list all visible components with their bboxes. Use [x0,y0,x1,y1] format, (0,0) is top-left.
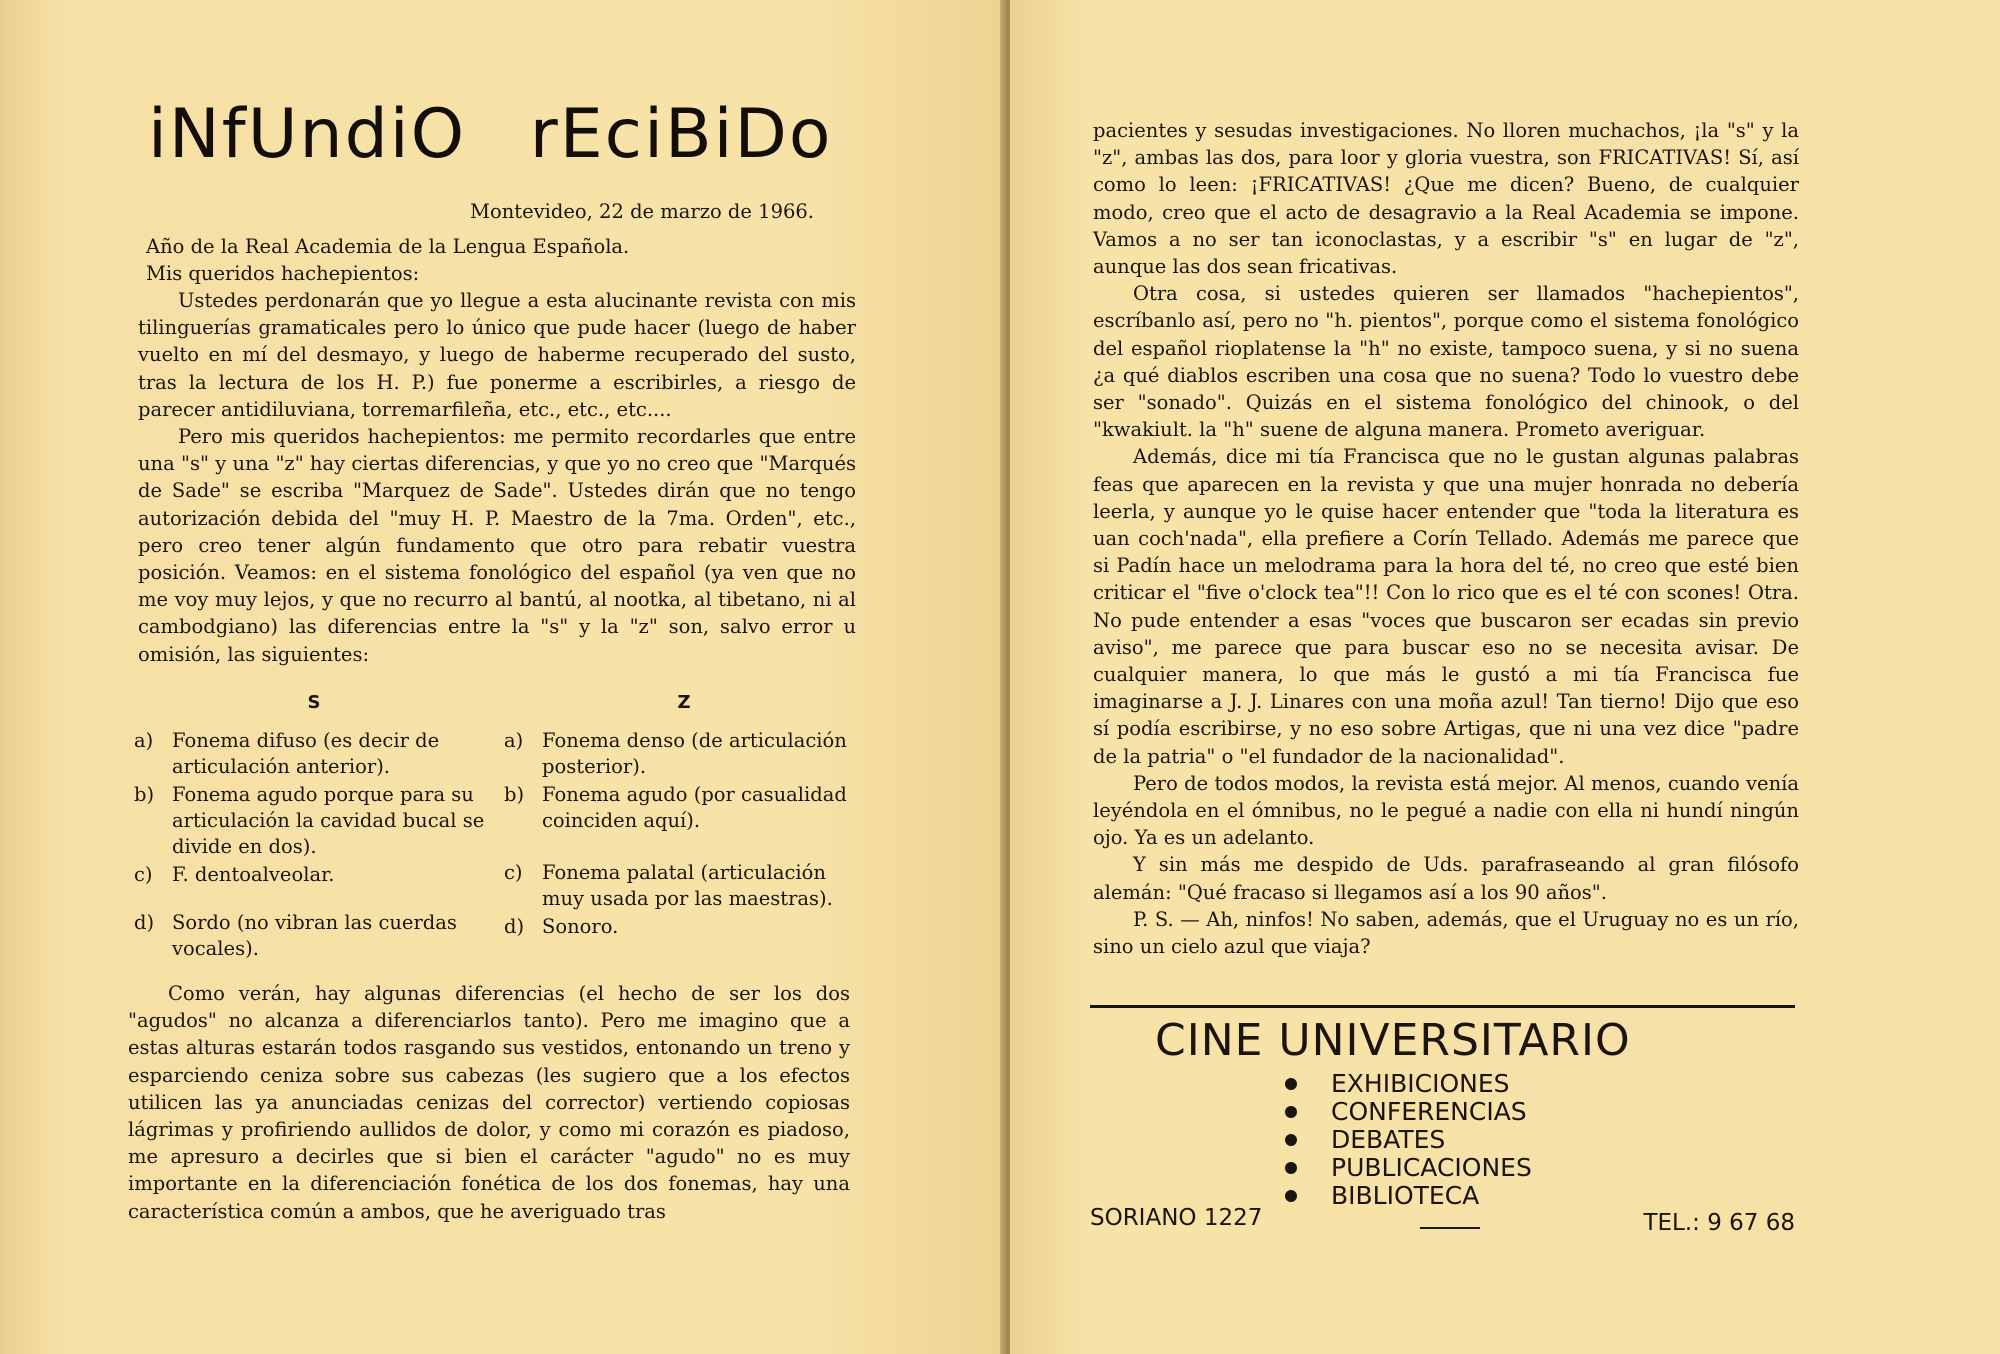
list-item [504,782,864,834]
intro-line: Año de la Real Academia de la Lengua Española. [146,235,630,258]
column-heading: S [307,692,321,713]
item-label: a) [504,729,524,752]
list-item [134,862,494,888]
ad-divider [1420,1227,1480,1229]
item-label: b) [134,783,155,806]
column-heading: Z [677,692,691,713]
article-title: iNfUndiO rEciBiDo [148,95,833,174]
list-item [1285,1126,1532,1154]
ad-phone: TEL.: 9 67 68 [1643,1210,1795,1236]
column-s [134,690,494,964]
list-item [1285,1154,1532,1182]
bullet-icon [1285,1190,1297,1202]
item-text: F. dentoalveolar. [172,863,335,886]
service-label: BIBLIOTECA [1331,1181,1480,1210]
column-z [504,690,864,942]
ad-title: CINE UNIVERSITARIO [1155,1015,1631,1066]
item-label: c) [134,863,153,886]
paragraph: Pero de todos modos, la revista está mejor. Al menos, cuando venía leyéndola en el ómnibus, no le pegué a nadie con ella ni hundí ningún ojo. Ya es un adelanto. [1093,771,1799,850]
postscript: P. S. — Ah, ninfos! No saben, además, que el Uruguay no es un río, sino un cielo azul que viaja? [1093,907,1799,959]
item-text: Sordo (no vibran las cuerdas vocales). [172,911,457,960]
bullet-icon [1285,1078,1297,1090]
list-item [1285,1098,1532,1126]
cine-universitario-ad [1090,1005,1795,1255]
item-text: Fonema difuso (es decir de articulación anterior). [172,729,440,778]
bullet-icon [1285,1134,1297,1146]
paragraph: Además, dice mi tía Francisca que no le gustan algunas palabras feas que aparecen en la revista y que una mujer honrada no debería leerla, y aunque yo le quise hacer entender que "toda la literatura es uan coch'nada", ella prefiere a Corín Tellado. Además me parece que si Padín hace un melodrama para la hora del té, no creo que esté bien criticar el "five o'clock tea"!! Con lo rico que es el té con scones! Otra. No pude entender a esas "voces que buscaron ser ecadas sin previo aviso", me parece que para buscar eso no se necesita avisar. De cualquier manera, lo que más le gustó a mi tía Francisca fue imaginarse a J. J. Linares con una moña azul! Tan tierno! Dijo que eso sí podía escribirse, y no eso sobre Artigas, que ni una vez dice "padre de la patria" o "el fundador de la nacionalidad". [1093,445,1799,768]
item-label: b) [504,783,525,806]
ad-address: SORIANO 1227 [1090,1205,1263,1231]
letter-continuation [1093,117,1799,960]
letter-body-top [138,287,856,668]
list-item [504,914,864,940]
item-text: Sonoro. [542,915,619,938]
ad-top-rule [1090,1005,1795,1008]
paragraph: Otra cosa, si ustedes quieren ser llamados "hachepientos", escríbanlo así, pero no "h. pientos", porque como el sistema fonológico del español rioplatense la "h" no existe, tampoco suena, y si no suena ¿a qué diablos escriben una cosa que no suena? Todo lo vuestro debe ser "sonado". Quizás en el sistema fonológico del chinook, o del "kwakiult. la "h" suene de alguna manera. Prometo averiguar. [1093,282,1799,442]
letter-date: Montevideo, 22 de marzo de 1966. [470,200,814,223]
list-item [134,910,494,962]
list-item [1285,1182,1532,1210]
service-label: CONFERENCIAS [1331,1097,1527,1126]
paragraph: Pero mis queridos hachepientos: me permito recordarles que entre una "s" y una "z" hay ciertas diferencias, y que yo no creo que "Marqués de Sade" se escriba "Marquez de Sade". Ustedes dirán que no tengo autorización debida del "muy H. P. Maestro de la 7ma. Orden", etc., pero creo tener algún fundamento que otro para rebatir vuestra posición. Veamos: en el sistema fonológico del español (ya ven que no me voy muy lejos, y que no recurro al bantú, al nootka, al tibetano, ni al cambodgiano) las diferencias entre la "s" y la "z" son, salvo error u omisión, las siguientes: [138,425,856,666]
paragraph: Y sin más me despido de Uds. parafraseando al gran filósofo alemán: "Qué fracaso si llegamos así a los 90 años". [1093,853,1799,904]
item-label: c) [504,861,523,884]
item-text: Fonema agudo (por casualidad coinciden aquí). [542,783,847,832]
salutation: Mis queridos hachepientos: [146,262,420,286]
paragraph: Ustedes perdonarán que yo llegue a esta alucinante revista con mis tilinguerías gramaticales pero lo único que pude hacer (luego de haber vuelto en mí del desmayo, y luego de haberme recuperado del susto, tras la lectura de los H. P.) fue ponerme a escribirles, a riesgo de parecer antidiluviana, torremarfileña, etc., etc., etc.... [138,289,856,421]
letter-body-bottom [128,980,850,1225]
list-item [1285,1070,1532,1098]
item-label: d) [504,915,525,938]
paragraph: pacientes y sesudas investigaciones. No lloren muchachos, ¡la "s" y la "z", ambas las dos, para loor y gloria vuestra, son FRICATIVAS! Sí, así como lo leen: ¡FRICATIVAS! ¿Que me dicen? Bueno, de cualquier modo, creo que el acto de desagravio a la Real Academia se impone. Vamos a no ser tan iconoclastas, y a escribir "s" en lugar de "z", aunque las dos sean fricativas. [1093,119,1799,279]
ad-services-list [1285,1070,1532,1210]
bullet-icon [1285,1106,1297,1118]
list-item [134,728,494,780]
item-text: Fonema denso (de articulación posterior). [542,729,847,778]
item-label: a) [134,729,154,752]
item-label: d) [134,911,155,934]
service-label: DEBATES [1331,1125,1446,1154]
item-text: Fonema palatal (articulación muy usada por las maestras). [542,861,833,910]
paragraph: Como verán, hay algunas diferencias (el hecho de ser los dos "agudos" no alcanza a diferenciarlos tanto). Pero me imagino que a estas alturas estarán todos rasgando sus vestidos, entonando un treno y esparciendo ceniza sobre sus cabezas (les sugiero que a los efectos utilicen las ya anunciadas cenizas del corrector) vertiendo copiosas lágrimas y profiriendo aullidos de dolor, y como mi corazón es piadoso, me apresuro a decirles que si bien el carácter "agudo" no es muy importante en la diferenciación fonética de los dos fonemas, hay una característica común a ambos, que he averiguado tras [128,982,850,1223]
bullet-icon [1285,1162,1297,1174]
item-text: Fonema agudo porque para su articulación la cavidad bucal se divide en dos). [172,783,485,858]
letter-intro [146,233,856,287]
service-label: EXHIBICIONES [1331,1069,1510,1098]
list-item [504,860,864,912]
list-item [134,782,494,860]
list-item [504,728,864,780]
service-label: PUBLICACIONES [1331,1153,1532,1182]
